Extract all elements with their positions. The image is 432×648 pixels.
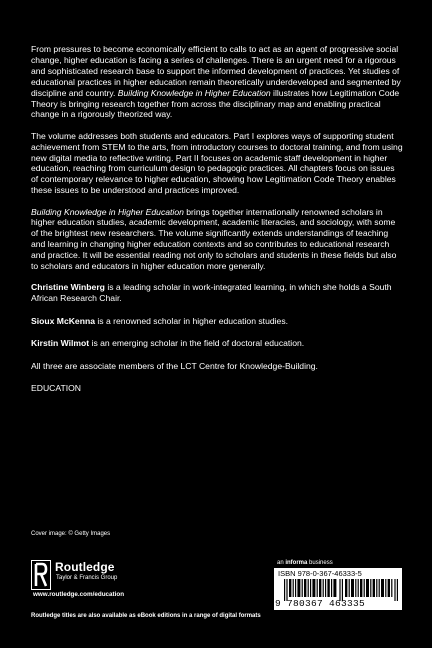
- book-title-italic: Building Knowledge in Higher Education: [31, 206, 184, 217]
- blurb-paragraph-2: The volume addresses both students and educators. Part I explores ways of supporting student achievement from STEM to the arts, from introductory courses to doctoral training, and from using new digital media to reflective writing. Part II focuses on academic staff development in higher education, reaching from curriculum design to pedagogic practices. All chapters focus on issues of contemporary relevance to higher education, showing how Legitimation Code Theory enables these issues to be understood and practices improved.: [31, 130, 403, 196]
- blurb-text: illustrates how Legitimation Code Theory is bringing research together from across the disciplinary map and enabling practical change in a rigorously theorized way.: [31, 87, 400, 120]
- author-bio-text: is an emerging scholar in the field of doctoral education.: [89, 338, 305, 349]
- author-name: Sioux McKenna: [31, 315, 95, 326]
- book-title-italic: Building Knowledge in Higher Education: [117, 87, 271, 98]
- publisher-group: Taylor & Francis Group: [56, 575, 118, 581]
- associate-note: All three are associate members of the LCT Centre for Knowledge-Building.: [31, 360, 318, 371]
- publisher-name: Routledge: [55, 560, 115, 574]
- routledge-logo-icon: [31, 560, 51, 590]
- cover-image-credit: Cover image: © Getty Images: [31, 531, 111, 537]
- blurb-paragraph-3: [31, 207, 403, 272]
- author-bio-text: is a leading scholar in work-integrated learning, in which she holds a South African Research Chair.: [31, 282, 392, 304]
- author-name: Christine Winberg: [31, 282, 105, 293]
- informa-business-tag: an informa business: [277, 560, 333, 566]
- blurb-text: From pressures to become economically efficient to calls to act as an agent of progressive social change, higher education is facing a series of challenges. There is an urgent need for a rigorous and sophisticated research base to support the informed development of practices. Yet studies of educational practices in higher education remain theoretically underdeveloped and segmented by discipline and country.: [31, 44, 401, 98]
- subject-category: EDUCATION: [31, 382, 81, 393]
- blurb-paragraph-1: [31, 44, 403, 120]
- author-bio-3: [31, 338, 403, 349]
- author-bio-text: is a renowned scholar in higher education studies.: [95, 315, 288, 326]
- back-cover-text: [31, 44, 403, 404]
- publisher-block: [31, 559, 191, 599]
- isbn-number: ISBN 978-0-367-46333-5: [278, 569, 362, 578]
- author-bio-1: [31, 282, 403, 304]
- author-name: Kirstin Wilmot: [31, 338, 90, 349]
- barcode-number: 9 780367 463335: [275, 598, 366, 609]
- author-bio-2: [31, 316, 403, 327]
- barcode-box: [274, 568, 402, 610]
- publisher-url: www.routledge.com/education: [33, 591, 125, 598]
- ebook-availability-note: Routledge titles are also available as eBook editions in a range of digital formats: [31, 613, 261, 619]
- blurb-text: brings together internationally renowned scholars in higher education studies, academic development, academic literacies, and sociology, with some of the brightest new researchers. The volume significantly extends understandings of teaching and learning in changing higher education contexts and so contributes to educational research and practice. It will be essential reading not only to scholars and students in these fields but also to scholars and educators in higher education more generally.: [31, 206, 397, 272]
